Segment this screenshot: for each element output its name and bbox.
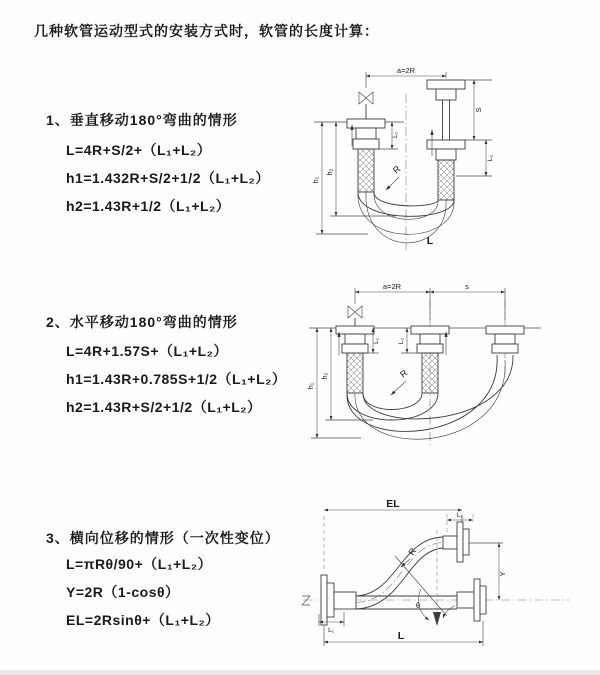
dim-label-el: EL bbox=[386, 498, 400, 510]
section-2-formula-L: L=4R+1.57S+（L₁+L₂） bbox=[66, 343, 228, 359]
section-2-formula-h2: h2=1.43R+S/2+1/2（L₁+L₂） bbox=[66, 399, 262, 415]
dim-label-y: Y bbox=[498, 571, 507, 577]
dim-label-l1: L₁ bbox=[392, 132, 399, 138]
dim-label-h2: h₂ bbox=[320, 372, 329, 380]
dim-label-l2: L₂ bbox=[398, 337, 405, 345]
right-pipe-flange bbox=[427, 80, 465, 200]
section-3-formula-L: L=πRθ/90+（L₁+L₂） bbox=[66, 556, 213, 572]
hose-straight bbox=[356, 596, 457, 609]
center-pipe-flange bbox=[411, 326, 449, 393]
dim-label-a2r: a=2R bbox=[396, 66, 416, 75]
valve-icon bbox=[348, 306, 362, 326]
section-1-formula-h2: h2=1.43R+1/2（L₁+L₂） bbox=[66, 198, 231, 214]
dim-label-h2: h₂ bbox=[325, 168, 334, 176]
dim-label-s: S bbox=[474, 107, 483, 113]
page-title: 几种软管运动型式的安装方式时，软管的长度计算： bbox=[34, 23, 379, 39]
right-pipe-flange bbox=[457, 579, 486, 621]
dim-label-r: R bbox=[398, 367, 410, 380]
valve-icon bbox=[359, 92, 373, 119]
dim-label-l: L bbox=[397, 630, 405, 642]
right-pipe-flange bbox=[486, 326, 524, 353]
left-pipe-flange bbox=[336, 326, 374, 393]
diagram-lateral-displacement bbox=[297, 496, 587, 656]
section-1-heading: 1、垂直移动180°弯曲的情形 bbox=[46, 112, 238, 128]
dim-label-l: L bbox=[426, 235, 434, 247]
section-1-formula-L: L=4R+S/2+（L₁+L₂） bbox=[66, 142, 212, 158]
dim-label-l1: L₁ bbox=[328, 627, 334, 634]
dim-label-a2r: a=2R bbox=[382, 282, 402, 291]
break-mark-icon bbox=[302, 596, 310, 605]
left-pipe-flange bbox=[347, 119, 385, 192]
dim-label-l1: L₁ bbox=[373, 338, 380, 344]
dim-label-l2: L₂ bbox=[487, 154, 494, 162]
dim-label-h1: h₁ bbox=[306, 382, 315, 390]
dim-label-theta: θ bbox=[415, 601, 421, 610]
left-pipe-flange bbox=[321, 575, 356, 625]
page-bottom-edge bbox=[0, 670, 600, 675]
diagram-vertical-180-bend bbox=[306, 64, 546, 254]
diagram-horizontal-180-bend bbox=[303, 280, 563, 460]
section-2-formula-h1: h1=1.43R+0.785S+1/2（L₁+L₂） bbox=[66, 371, 287, 387]
dim-label-r: R bbox=[391, 163, 403, 176]
section-2-heading: 2、水平移动180°弯曲的情形 bbox=[46, 314, 238, 330]
section-3-heading: 3、横向位移的情形（一次性变位） bbox=[46, 530, 280, 546]
dim-label-s: s bbox=[465, 282, 469, 291]
dim-label-l2: L₂ bbox=[456, 512, 464, 519]
section-3-formula-EL: EL=2Rsinθ+（L₁+L₂） bbox=[66, 612, 220, 628]
section-3-formula-Y: Y=2R（1-cosθ） bbox=[66, 584, 180, 600]
section-1-formula-h1: h1=1.432R+S/2+1/2（L₁+L₂） bbox=[66, 170, 270, 186]
dim-label-r: R bbox=[406, 546, 419, 558]
hose-s-curve bbox=[356, 537, 443, 609]
dim-label-h1: h₁ bbox=[311, 176, 320, 184]
